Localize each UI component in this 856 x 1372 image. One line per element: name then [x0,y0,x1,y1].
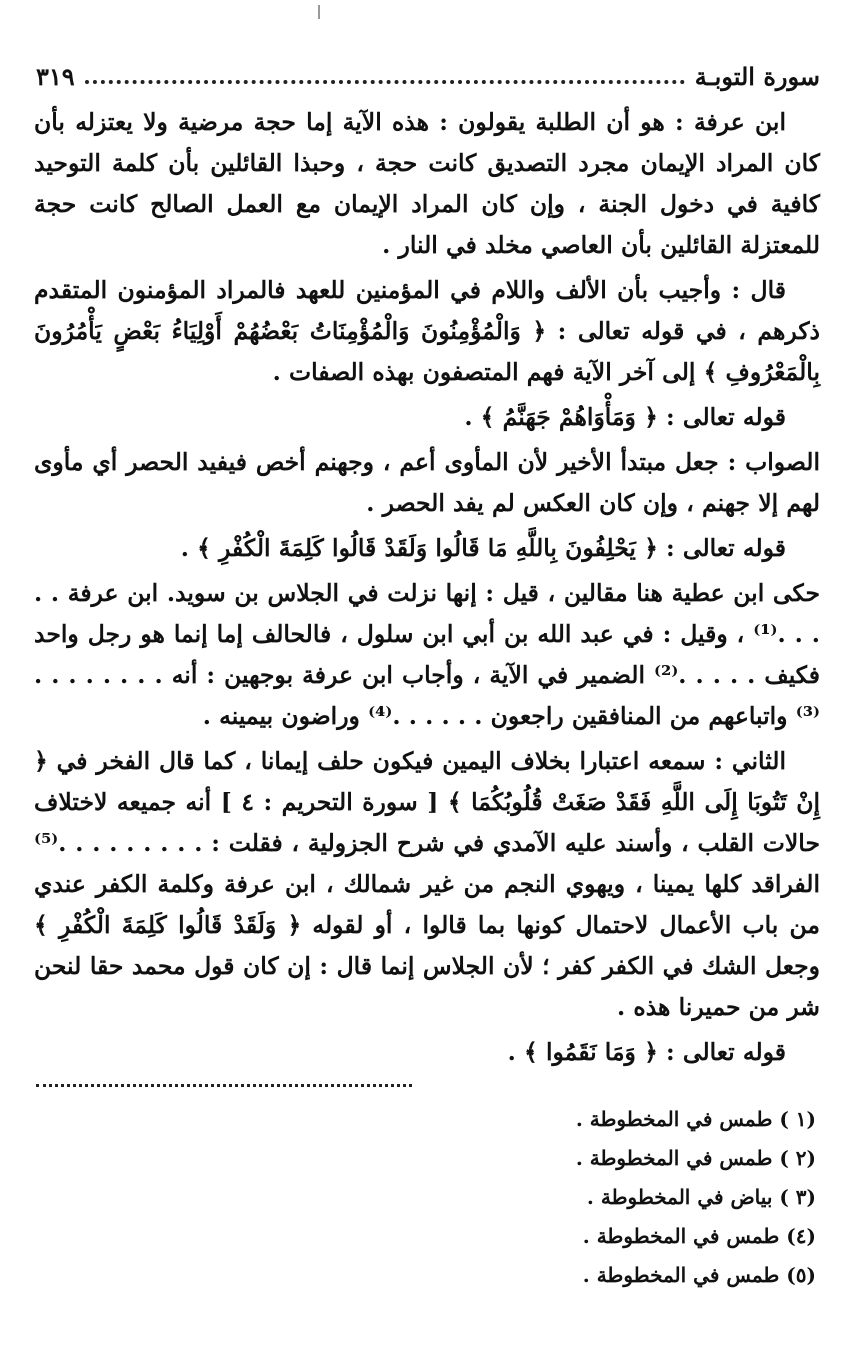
paragraph-correct: الصواب : جعل مبتدأ الأخير لأن المأوى أعم ، وجهنم أخص فيفيد الحصر أي مأوى لهم إلا جهنم ، وإن كان العكس لم يفد الحصر . [34,448,820,517]
surah-title: سورة التوبـة [694,61,820,91]
footnote-3: (٣ ) بياض في المخطوطة . [586,1185,816,1209]
paragraph-ibn-arafa: ابن عرفة : هو أن الطلبة يقولون : هذه الآية إما حجة مرضية ولا يعتزله بأن كان المراد الإيمان مجرد التصديق كانت حجة ، وحبذا القائلين بأن كلمة التوحيد كافية في دخول الجنة ، وإن كان المراد الإيمان مع العمل الصالح كانت حجة للمعتزلة القائلين بأن العاصي مخلد في النار . [34,108,820,259]
footnote-2: (٢ ) طمس في المخطوطة . [575,1146,816,1170]
main-text [34,102,820,1077]
footnotes [396,1100,816,1295]
paragraph-ibn-atiyya: حكى ابن عطية هنا مقالين ، قيل : إنها نزلت في الجلاس بن سويد. ابن عرفة . . . . .⁽¹⁾ ، وقيل : في عبد الله بن أبي ابن سلول ، فالحالف إما إنما هو رجل واحد فكيف . . . . .⁽²⁾ الضمير في الآية ، وأجاب ابن عرفة بوجهين : أنه . . . . . . . .⁽³⁾ واتباعهم من المنافقين راجعون . . . . . .⁽⁴⁾ وراضون بيمينه . [34,579,820,730]
footnote-4: (٤) طمس في المخطوطة . [582,1224,816,1248]
verse-heading-3: قوله تعالى : ﴿ وَمَا نَقَمُوا ﴾ . [507,1038,786,1066]
scan-mark [318,5,320,19]
page-number: ٣١٩ [36,61,75,91]
running-header [36,58,820,94]
footnote-1: (١ ) طمس في المخطوطة . [575,1107,816,1131]
verse-heading-2: قوله تعالى : ﴿ يَحْلِفُونَ بِاللَّهِ مَا قَالُوا وَلَقَدْ قَالُوا كَلِمَةَ الْكُفْرِ ﴾ . [180,534,786,562]
verse-heading-1: قوله تعالى : ﴿ وَمَأْوَاهُمْ جَهَنَّمُ ﴾ . [464,403,786,431]
footnote-separator [36,1084,412,1087]
paragraph-second: الثاني : سمعه اعتبارا بخلاف اليمين فيكون حلف إيمانا ، كما قال الفخر في ﴿ إِنْ تَتُوبَا إِلَى اللَّهِ فَقَدْ صَغَتْ قُلُوبُكُمَا ﴾ [ سورة التحريم : ٤ ] أنه جميعه لاختلاف حالات القلب ، وأسند عليه الآمدي في شرح الجزولية ، فقلت : . . . . . . . . .⁽⁵⁾ الفراقد كلها يمينا ، ويهوي النجم من غير شمالك ، ابن عرفة وكلمة الكفر عندي من باب الأعمال لاحتمال كونها بما قالوا ، أو لقوله ﴿ وَلَقَدْ قَالُوا كَلِمَةَ الْكُفْرِ ﴾ وجعل الشك في الكفر كفر ؛ لأن الجلاس إنما قال : إن كان قول محمد حقا لنحن شر من حميرنا هذه . [34,747,820,1021]
footnote-5: (٥) طمس في المخطوطة . [582,1263,816,1287]
header-dotted-leader [85,80,685,84]
paragraph-answer: قال : وأجيب بأن الألف واللام في المؤمنين للعهد فالمراد المؤمنون المتقدم ذكرهم ، في قوله تعالى : ﴿ وَالْمُؤْمِنُونَ وَالْمُؤْمِنَاتُ بَعْضُهُمْ أَوْلِيَاءُ بَعْضٍ يَأْمُرُونَ بِالْمَعْرُوفِ ﴾ إلى آخر الآية فهم المتصفون بهذه الصفات . [34,276,820,386]
